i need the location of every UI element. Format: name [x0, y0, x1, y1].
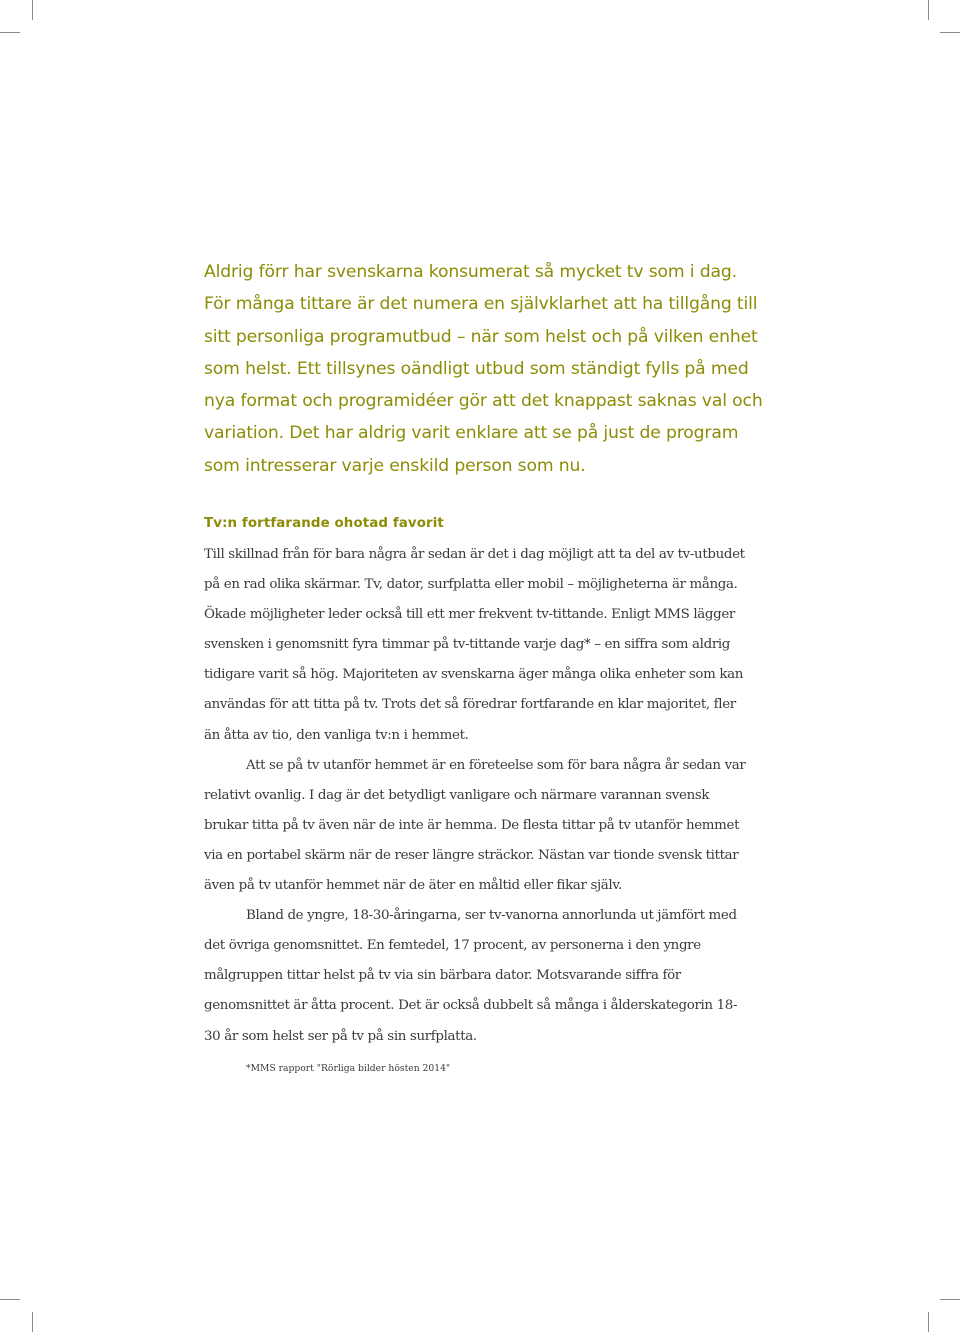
crop-mark — [928, 1312, 929, 1332]
crop-mark — [940, 1299, 960, 1300]
body-paragraph: Till skillnad från för bara några år sedan är det i dag möjligt att ta del av tv-utbudet på en rad olika skärmar. Tv, dator, surfplatta eller mobil – möjligheterna är många. Ökade möjligheter leder också till ett mer frekvent tv-tittande. Enligt MMS lägger svensken i genomsnitt fyra timmar på tv-tittande varje dag* – en siffra som aldrig tidigare varit så hög. Majoriteten av svenskarna äger många olika enheter som kan användas för att titta på tv. Trots det så föredrar fortfarande en klar majoritet, fler än åtta av tio, den vanliga tv:n i hemmet. — [204, 547, 745, 743]
footnote: *MMS rapport "Rörliga bilder hösten 2014" — [246, 1063, 451, 1074]
crop-mark — [940, 32, 960, 33]
crop-mark — [0, 1299, 20, 1300]
body-paragraph: Att se på tv utanför hemmet är en företeelse som för bara några år sedan var relativt ovanlig. I dag är det betydligt vanligare och närmare varannan svensk brukar titta på tv även när de inte är hemma. De flesta tittar på tv utanför hemmet via en portabel skärm när de reser längre sträckor. Nästan var tionde svensk tittar även på tv utanför hemmet när de äter en måltid eller fikar själv. — [204, 757, 746, 894]
crop-mark — [0, 32, 20, 33]
lead-paragraph: Aldrig förr har svenskarna konsumerat så mycket tv som i dag. För många tittare är det numera en självklarhet att ha tillgång till sitt personliga programutbud – när som helst och på vilken enhet som helst. Ett tillsynes oändligt utbud som ständigt fylls på med nya format och programidéer gör att det knappast saknas val och variation. Det har aldrig varit enklare att se på just de program som intresserar varje enskild person som nu. — [204, 262, 763, 476]
crop-mark — [32, 0, 33, 20]
crop-mark — [928, 0, 929, 20]
body-text — [204, 540, 752, 1052]
section-heading: Tv:n fortfarande ohotad favorit — [204, 516, 444, 531]
crop-mark — [32, 1312, 33, 1332]
body-paragraph: Bland de yngre, 18-30-åringarna, ser tv-vanorna annorlunda ut jämfört med det övriga genomsnittet. En femtedel, 17 procent, av personerna i den yngre målgruppen tittar helst på tv via sin bärbara dator. Motsvarande siffra för genomsnittet är åtta procent. Det är också dubbelt så många i ålderskategorin 18-30 år som helst ser på tv på sin surfplatta. — [204, 908, 738, 1044]
